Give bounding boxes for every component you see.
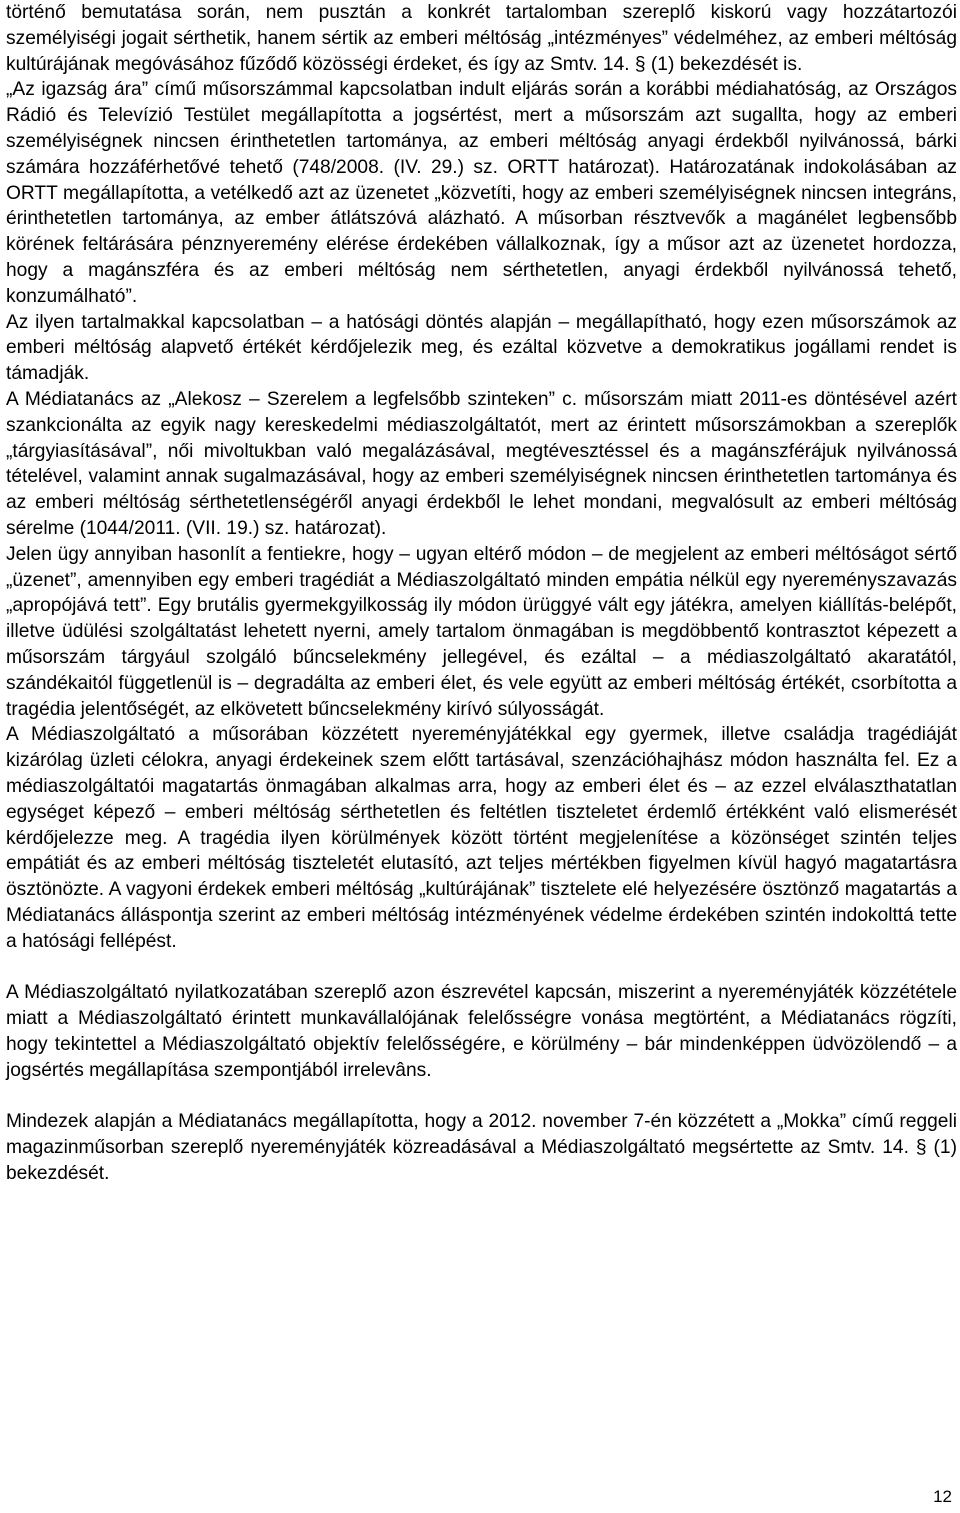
paragraph-spacer [6, 954, 957, 980]
paragraph-5: Jelen ügy annyiban hasonlít a fentiekre, hogy – ugyan eltérő módon – de megjelent az emberi méltóságot sértő „üzenet”, amennyiben egy emberi tragédiát a Médiaszolgáltató minden empátia nélkül egy nyereményszavazás „apropójává tett”. Egy brutális gyermekgyilkosság ily módon ürüggyé vált egy játékra, amelyen kiállítás-belépőt, illetve üdülési szolgáltatást lehetett nyerni, amely tartalom önmagában is megdöbbentő kontrasztot képezett a műsorszám tárgyául szolgáló bűncselekmény jellegével, és ezáltal – a médiaszolgáltató akaratától, szándékaitól függetlenül is – degradálta az emberi élet, és vele együtt az emberi méltóság értékét, csorbította a tragédia jelentőségét, az elkövetett bűncselekmény kirívó súlyosságát. [6, 543, 957, 720]
paragraph-1: történő bemutatása során, nem pusztán a konkrét tartalomban szereplő kiskorú vagy hozzátartozói személyiségi jogait sérthetik, hanem sértik az emberi méltóság „intézményes” védelméhez, az emberi méltóság kultúrájának megóvásához fűződő közösségi érdeket, és így az Smtv. 14. § (1) bekezdését is. [6, 2, 957, 75]
paragraph-2: „Az igazság ára” című műsorszámmal kapcsolatban indult eljárás során a korábbi médiahatóság, az Országos Rádió és Televízió Testület megállapította a jogsértést, mert a műsorszám azt sugallta, hogy az emberi személyiségnek nincsen érinthetetlen tartománya, az emberi méltóság anyagi érdekből nyilvánossá, bárki számára hozzáférhetővé tehető (748/2008. (IV. 29.) sz. ORTT határozat). Határozatának indokolásában az ORTT megállapította, a vetélkedő azt az üzenetet „közvetíti, hogy az emberi személyiségnek nincsen integráns, érinthetetlen tartománya, az ember átlátszóvá alázható. A műsorban résztvevők a magánélet legbensőbb körének feltárására pénznyeremény elérése érdekében vállalkoznak, így a műsor azt az üzenetet hordozza, hogy a magánszféra és az emberi méltóság nem sérthetetlen, anyagi érdekből nyilvánossá tehető, konzumálható”. [6, 79, 957, 307]
page-number: 12 [933, 1487, 952, 1506]
paragraph-3: Az ilyen tartalmakkal kapcsolatban – a hatósági döntés alapján – megállapítható, hogy ezen műsorszámok az emberi méltóság alapvető értékét kérdőjelezik meg, és ezáltal közvetve a demokratikus jogállami rendet is támadják. [6, 311, 957, 385]
paragraph-8: Mindezek alapján a Médiatanács megállapította, hogy a 2012. november 7-én közzétett a „Mokka” című reggeli magazinműsorban szereplő nyereményjáték közreadásával a Médiaszolgáltató megsértette az Smtv. 14. § (1) bekezdését. [6, 1111, 957, 1184]
paragraph-4: A Médiatanács az „Alekosz – Szerelem a legfelsőbb szinteken” c. műsorszám miatt 2011-es döntésével azért szankcionálta az egyik nagy kereskedelmi médiaszolgáltatót, mert az érintett műsorszámokban a szereplők „tárgyiasításával”, női mivoltukban való megalázásával, megtévesztéssel és a magánszférájuk nyilvánossá tételével, valamint annak sugalmazásával, hogy az emberi személyiségnek nincsen érinthetetlen tartománya és az emberi méltóság sérthetetlenségéről anyagi érdekből le lehet mondani, megvalósult az emberi méltóság sérelme (1044/2011. (VII. 19.) sz. határozat). [6, 388, 957, 539]
paragraph-7: A Médiaszolgáltató nyilatkozatában szereplő azon észrevétel kapcsán, miszerint a nyereményjáték közzététele miatt a Médiaszolgáltató érintett munkavállalójának felelősségre vonása megtörtént, a Médiatanács rögzíti, hogy tekintettel a Médiaszolgáltató objektív felelősségére, e körülmény – bár mindenképpen üdvözölendő – a jogsértés megállapítása szempontjából irrelevâns. [6, 982, 957, 1081]
paragraph-spacer [6, 1083, 957, 1109]
paragraph-6: A Médiaszolgáltató a műsorában közzétett nyereményjátékkal egy gyermek, illetve családja tragédiáját kizárólag üzleti célokra, anyagi érdekeinek szem előtt tartásával, szenzációhajhász módon használta fel. Ez a médiaszolgáltatói magatartás önmagában alkalmas arra, hogy az emberi élet és – az ezzel elválaszthatatlan egységet képező – emberi méltóság sérthetetlen és feltétlen tiszteletet érdemlő értékként való elismerését kérdőjelezze meg. A tragédia ilyen körülmények között történt megjelenítése a közönséget szintén teljes empátiát és az emberi méltóság tiszteletét elutasító, azt teljes mértékben figyelmen kívül hagyó magatartásra ösztönözte. A vagyoni érdekek emberi méltóság „kultúrájának” tisztelete elé helyezésére ösztönző magatartás a Médiatanács álláspontja szerint az emberi méltóság intézményének védelme érdekében szintén indokolttá tette a hatósági fellépést. [6, 724, 957, 952]
document-body [6, 0, 957, 1187]
